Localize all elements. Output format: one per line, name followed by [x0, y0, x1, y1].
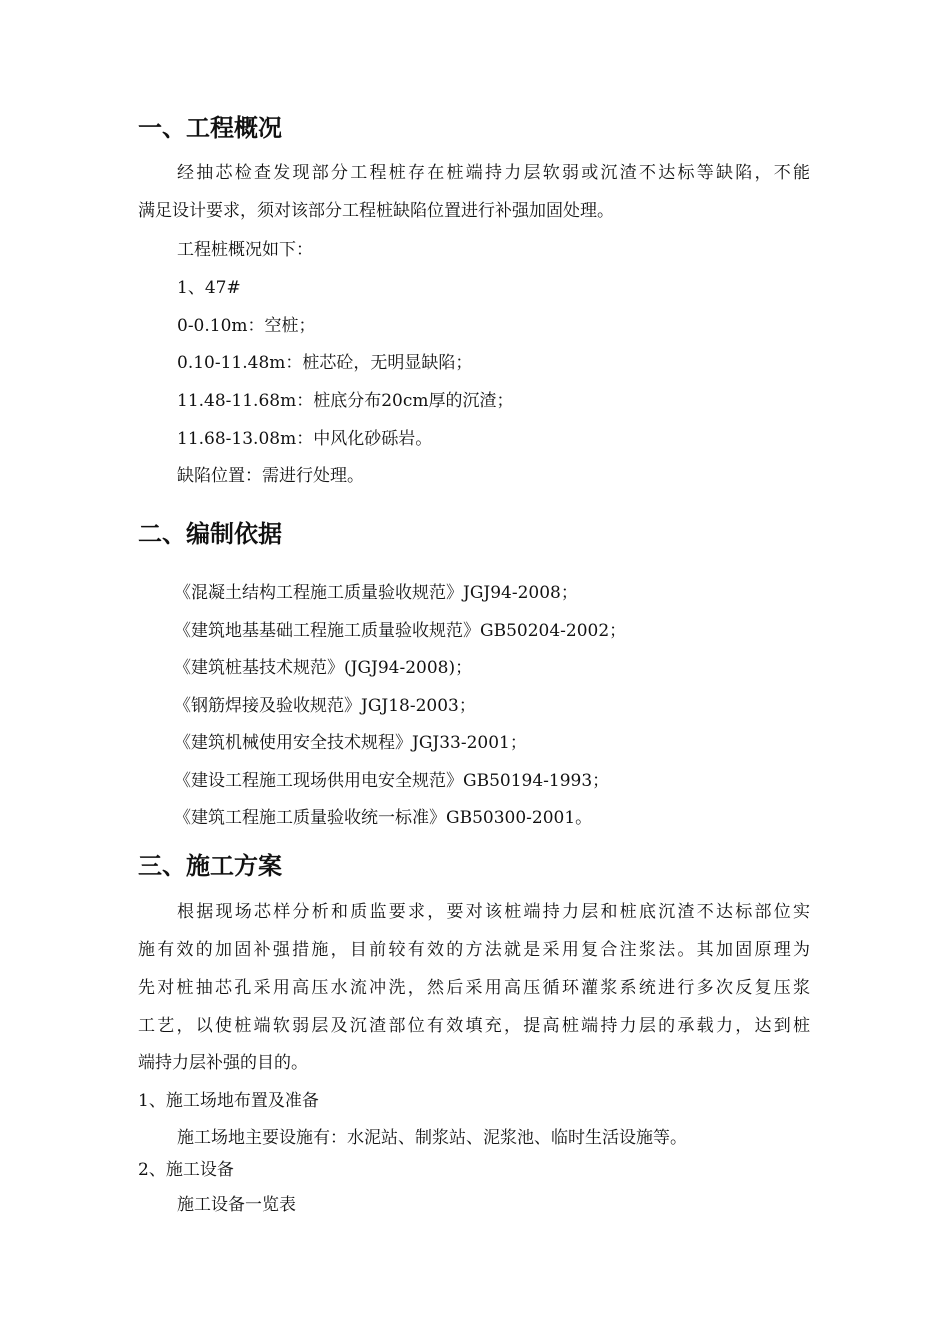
pile-overview-intro: 工程桩概况如下： [177, 240, 313, 260]
subsection-title-site: 1、施工场地布置及准备 [138, 1091, 319, 1111]
reference-item: 《建筑地基基础工程施工质量验收规范》GB50204-2002； [174, 621, 627, 641]
plan-paragraph-line: 工艺，以使桩端软弱层及沉渣部位有效填充，提高桩端持力层的承载力，达到桩 [138, 1016, 810, 1036]
plan-paragraph-line: 端持力层补强的目的。 [138, 1053, 308, 1073]
plan-paragraph-line: 先对桩抽芯孔采用高压水流冲洗，然后采用高压循环灌浆系统进行多次反复压浆 [138, 978, 810, 998]
reference-item: 《建筑机械使用安全技术规程》JGJ33-2001； [174, 733, 527, 753]
defect-location-line: 缺陷位置：需进行处理。 [177, 466, 364, 486]
plan-paragraph-line: 施有效的加固补强措施，目前较有效的方法就是采用复合注浆法。其加固原理为 [138, 940, 810, 960]
section-heading-plan: 三、施工方案 [138, 852, 282, 880]
overview-paragraph-line: 满足设计要求，须对该部分工程桩缺陷位置进行补强加固处理。 [138, 201, 614, 221]
pile-layer-line: 11.68-13.08m：中风化砂砾岩。 [177, 429, 433, 449]
pile-layer-line: 11.48-11.68m：桩底分布20cm厚的沉渣； [177, 391, 514, 411]
reference-item: 《建设工程施工现场供用电安全规范》GB50194-1993； [174, 771, 610, 791]
equipment-table-caption: 施工设备一览表 [177, 1195, 296, 1215]
reference-item: 《建筑桩基技术规范》(JGJ94-2008)； [174, 658, 473, 678]
section-heading-basis: 二、编制依据 [138, 520, 282, 548]
overview-paragraph-line: 经抽芯检查发现部分工程桩存在桩端持力层软弱或沉渣不达标等缺陷，不能 [177, 163, 810, 183]
reference-item: 《建筑工程施工质量验收统一标准》GB50300-2001。 [174, 808, 593, 828]
pile-layer-line: 0.10-11.48m：桩芯砼，无明显缺陷； [177, 353, 473, 373]
section-heading-overview: 一、工程概况 [138, 114, 282, 142]
pile-number: 1、47# [177, 278, 241, 298]
reference-item: 《混凝土结构工程施工质量验收规范》JGJ94-2008； [174, 583, 578, 603]
reference-item: 《钢筋焊接及验收规范》JGJ18-2003； [174, 696, 476, 716]
site-facilities-text: 施工场地主要设施有：水泥站、制浆站、泥浆池、临时生活设施等。 [177, 1128, 687, 1148]
pile-layer-line: 0-0.10m：空桩； [177, 316, 316, 336]
plan-paragraph-line: 根据现场芯样分析和质监要求，要对该桩端持力层和桩底沉渣不达标部位实 [177, 902, 810, 922]
subsection-title-equipment: 2、施工设备 [138, 1160, 234, 1180]
